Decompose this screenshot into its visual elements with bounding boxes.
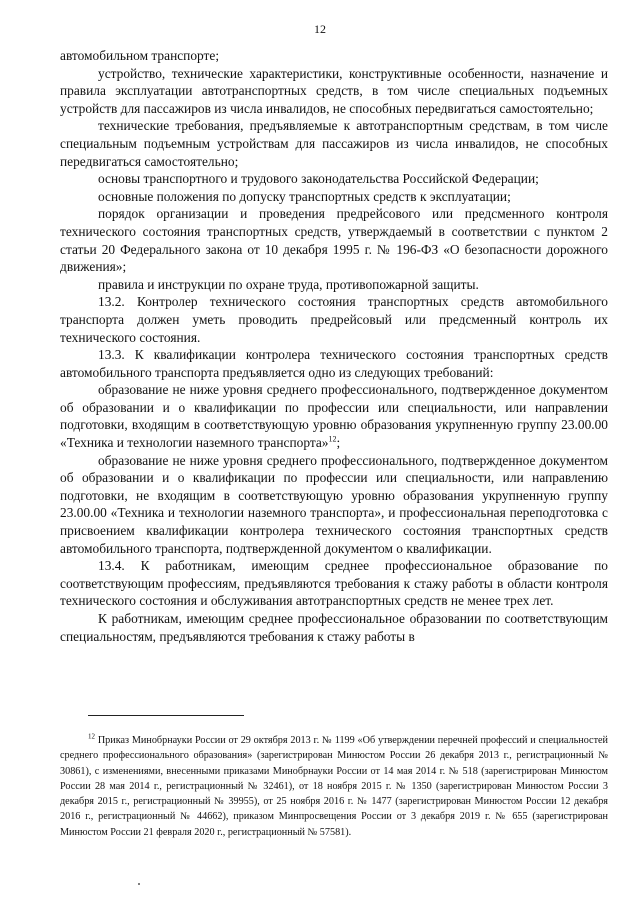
paragraph-13-2: 13.2. Контролер технического состояния транспортных средств автомобильного транспорта должен уметь проводить предрейсовый или предсменный контроль их технического состояния. [60,294,608,345]
paragraph-requirement-option-1 [60,381,608,451]
paragraph-13-4: 13.4. К работникам, имеющим среднее профессиональное образование по соответствующим профессиям, предъявляются требования к стажу работы в области контроля технического состояния и обслуживания автотранспортных средств не менее трех лет. [60,558,608,609]
requirement-option-1-end: ; [336,435,341,451]
footnote-number: 12 [88,732,95,741]
footnote-12 [60,733,608,840]
paragraph-requirement-option-2: образование не ниже уровня среднего профессионального, подтвержденное документом об образовании и о квалификации по профессии или специальности, или направлению подготовки, не входящим в соответствующую уровню образования укрупненную группу 23.00.00 «Техника и технологии наземного транспорта», и профессиональная переподготовка с присвоением квалификации контролера технического состояния транспортных средств автомобильного транспорта, подтвержденной документом о квалификации. [60,452,608,556]
paragraph-knowledge-safety-rules: правила и инструкции по охране труда, противопожарной защиты. [98,276,479,292]
body-text [60,47,608,645]
paragraph-knowledge-admission: основные положения по допуску транспортных средств к эксплуатации; [98,188,511,204]
paragraph-knowledge-vehicle-design: устройство, технические характеристики, конструктивные особенности, назначение и правила эксплуатации автотранспортных средств, в том числе специальных подъемных устройств для пассажиров из числа инвалидов, не способных передвигаться самостоятельно; [60,65,608,116]
footnote-reference: 12 [328,434,337,444]
footnote-text: Приказ Минобрнауки России от 29 октября 2013 г. № 1199 «Об утверждении перечней профессий и специальностей среднего профессионального образования» (зарегистрирован Минюстом России 26 декабря 2013 г., регистрационный № 30861), с изменениями, внесенными приказами Минобрнауки России от 14 мая 2014 г. № 518 (зарегистрирован Минюстом России 28 мая 2014 г., регистрационный № 32461), от 18 ноября 2015 г. № 1350 (зарегистрирован Минюстом России 3 декабря 2015 г., регистрационный № 39955), от 25 ноября 2016 г. № 1477 (зарегистрирован Минюстом России 12 декабря 2016 г., регистрационный № 44662), приказом Минпросвещения России от 3 декабря 2019 г. № 655 (зарегистрирован Минюстом России 21 февраля 2020 г., регистрационный № 57581). [60,735,608,838]
paragraph-knowledge-technical-requirements: технические требования, предъявляемые к автотранспортным средствам, в том числе специальным подъемным устройствам для пассажиров из числа инвалидов, не способных передвигаться самостоятельно; [60,118,608,169]
footnote-separator [88,715,244,716]
paragraph-experience-specialties: К работникам, имеющим среднее профессиональное образовании по соответствующим специальностям, предъявляются требования к стажу работы в [60,611,608,644]
paragraph-13-3: 13.3. К квалификации контролера технического состояния транспортных средств автомобильного транспорта предъявляется одно из следующих требований: [60,347,608,380]
paragraph-continuation: автомобильном транспорте; [60,48,220,63]
requirement-option-1-text: образование не ниже уровня среднего профессионального, подтвержденное документом об образовании и о квалификации по профессии или специальности, или направлении подготовки, входящим в соответствующую уровню образования укрупненную группу 23.00.00 «Техника и технологии наземного транспорта» [60,382,608,451]
paragraph-knowledge-legislation: основы транспортного и трудового законодательства Российской Федерации; [98,171,539,187]
scan-dot [138,883,140,885]
paragraph-knowledge-control-procedure: порядок организации и проведения предрейсового или предсменного контроля технического состояния транспортных средств, утверждаемый в соответствии с пунктом 2 статьи 20 Федерального закона от 10 декабря 1995 г. № 196-ФЗ «О безопасности дорожного движения»; [60,206,608,275]
page-number: 12 [314,22,326,36]
